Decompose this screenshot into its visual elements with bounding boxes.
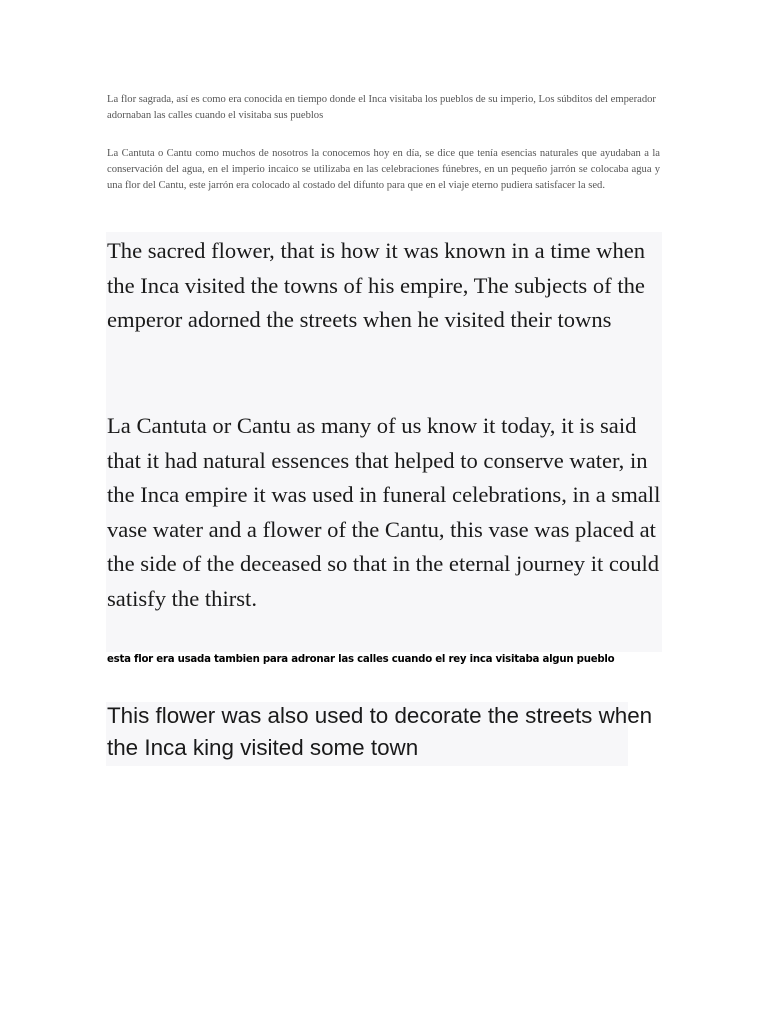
spanish-paragraph-cantuta: La Cantuta o Cantu como muchos de nosotros la conocemos hoy en día, se dice que tenía esencias naturales que ayudaban a la conservación del agua, en el imperio incaico se utilizaba en las celebraciones fúnebres, en un pequeño jarrón se colocaba agua y una flor del Cantu, este jarrón era colocado al costado del difunto para que en el viaje eterno pudiera satisfacer la sed. <box>107 148 660 191</box>
caption-spanish: esta flor era usada tambien para adronar las calles cuando el rey inca visitaba algun pueblo <box>107 654 615 665</box>
spanish-paragraph-sacred-flower: La flor sagrada, así es como era conocida en tiempo donde el Inca visitaba los pueblos de su imperio, Los súbditos del emperador adornaban las calles cuando el visitaba sus pueblos <box>107 94 656 121</box>
caption-translation: This flower was also used to decorate the streets when the Inca king visited some town <box>107 703 653 760</box>
translation-paragraph-sacred-flower: The sacred flower, that is how it was known in a time when the Inca visited the towns of his empire, The subjects of the emperor adorned the streets when he visited their towns <box>107 238 646 333</box>
translation-paragraph-cantuta: La Cantuta or Cantu as many of us know it today, it is said that it had natural essences that helped to conserve water, in the Inca empire it was used in funeral celebrations, in a small vase water and a flower of the Cantu, this vase was placed at the side of the deceased so that in the eternal journey it could satisfy the thirst. <box>107 413 661 611</box>
